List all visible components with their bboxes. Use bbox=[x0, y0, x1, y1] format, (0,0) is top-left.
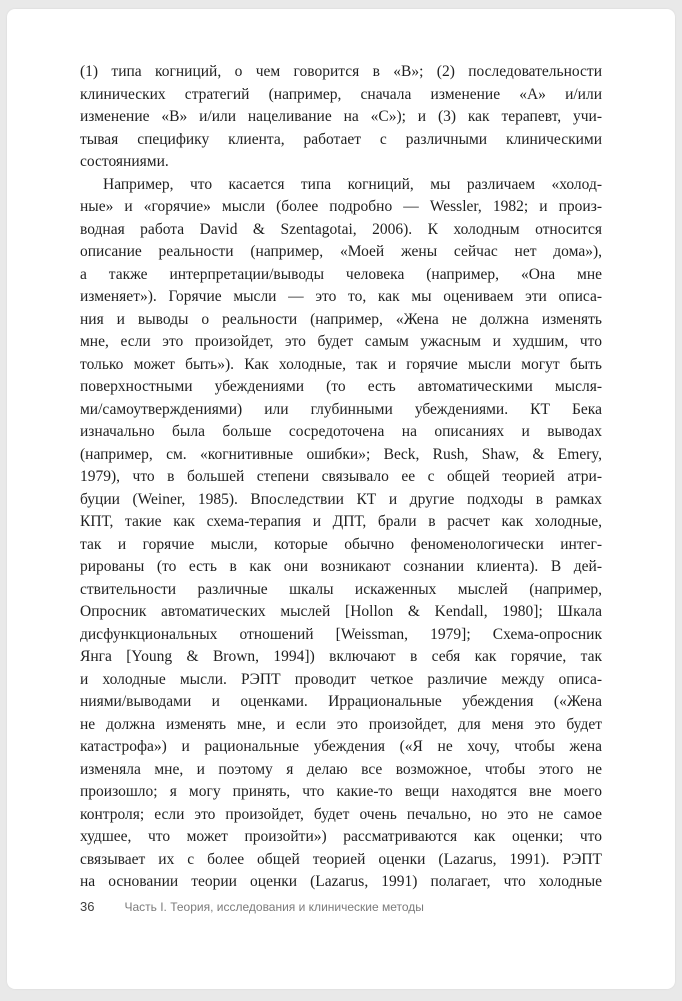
text-line: клинических стратегий (например, сначала изменение «А» и/или bbox=[80, 85, 602, 103]
text-line: а также интерпретации/выводы человека (например, «Она мне bbox=[80, 265, 602, 283]
text-line: и холодные мысли. РЭПТ проводит четкое различие между описа- bbox=[80, 670, 602, 688]
text-line: дисфункциональных отношений [Weissman, 1979]; Схема-опросник bbox=[80, 625, 602, 643]
running-title: Часть I. Теория, исследования и клинические методы bbox=[124, 900, 424, 914]
text-line: поверхностными убеждениями (то есть автоматическими мысля- bbox=[80, 378, 602, 395]
text-line: на основании теории оценки (Lazarus, 1991) полагает, что холодные bbox=[80, 873, 602, 890]
text-line: не должна изменять мне, и если это произойдет, для меня это будет bbox=[80, 715, 602, 733]
text-line: Янга [Young & Brown, 1994]) включают в себя как горячие, так bbox=[80, 648, 602, 665]
book-page bbox=[7, 9, 675, 989]
text-line: (1) типа когниций, о чем говорится в «В»; (2) последовательности bbox=[80, 63, 602, 80]
text-line: 1979), что в большей степени связывало ее с общей теорией атри- bbox=[80, 468, 602, 485]
text-line: Например, что касается типа когниций, мы различаем «холод- bbox=[103, 175, 602, 193]
text-line: ные» и «горячие» мысли (более подробно — Wessler, 1982; и произ- bbox=[80, 198, 602, 215]
text-line: рированы (то есть в как они возникают сознании клиента). В дей- bbox=[80, 558, 602, 575]
text-line: ния и выводы о реальности (например, «Жена не должна изменять bbox=[80, 310, 602, 328]
text-line: только может быть»). Как холодные, так и горячие мысли могут быть bbox=[80, 355, 602, 373]
text-line: изменяет»). Горячие мысли — это то, как мы оцениваем эти описа- bbox=[80, 288, 602, 305]
text-line: изменяла мне, и поэтому я делаю все возможное, чтобы этого не bbox=[80, 760, 602, 778]
text-line: тывая специфику клиента, работает с различными клиническими bbox=[80, 130, 602, 148]
text-line: описание реальности (например, «Моей жены сейчас нет дома»), bbox=[80, 243, 602, 260]
text-line: связывает их с более общей теорией оценки (Lazarus, 1991). РЭПТ bbox=[80, 850, 602, 868]
body-text bbox=[80, 61, 602, 894]
page-number: 36 bbox=[80, 899, 95, 914]
text-line: ниями/выводами и оценками. Иррациональные убеждения («Жена bbox=[80, 693, 602, 710]
text-line: водная работа David & Szentagotai, 2006). К холодным относится bbox=[80, 220, 602, 238]
text-line: состояниями. bbox=[80, 153, 169, 170]
text-line: катастрофа») и рациональные убеждения («Я не хочу, чтобы жена bbox=[80, 738, 602, 755]
text-line: КПТ, такие как схема-терапия и ДПТ, брали в расчет как холодные, bbox=[80, 513, 602, 530]
text-line: так и горячие мысли, которые обычно феноменологически интег- bbox=[80, 535, 602, 553]
text-line: ствительности различные шкалы искаженных мыслей (например, bbox=[80, 580, 602, 598]
page-footer bbox=[80, 899, 602, 914]
text-line: изменение «В» и/или нацеливание на «С»); и (3) как терапевт, учи- bbox=[80, 108, 602, 125]
text-line: ми/самоутверждениями) или глубинными убеждениями. КТ Бека bbox=[80, 400, 602, 418]
text-line: контроля; если это произойдет, будет очень печально, но это не самое bbox=[80, 805, 602, 823]
text-line: мне, если это произойдет, это будет самым ужасным и худшим, что bbox=[80, 333, 602, 350]
text-line: Опросник автоматических мыслей [Hollon & Kendall, 1980]; Шкала bbox=[80, 603, 602, 620]
text-line: буции (Weiner, 1985). Впоследствии КТ и другие подходы в рамках bbox=[80, 490, 602, 508]
text-line: (например, см. «когнитивные ошибки»; Beck, Rush, Shaw, & Emery, bbox=[80, 445, 602, 463]
text-line: худшее, что может произойти») рассматриваются как оценки; что bbox=[80, 828, 602, 845]
text-line: изначально была больше сосредоточена на описаниях и выводах bbox=[80, 423, 602, 440]
text-line: произошло; я могу принять, что какие-то вещи находятся вне моего bbox=[80, 783, 602, 800]
